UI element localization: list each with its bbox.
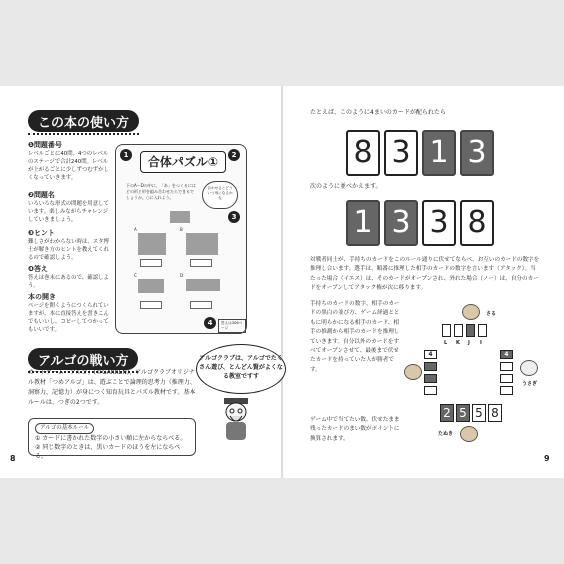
marker-2: 2 [228, 149, 240, 161]
item-problem-name [28, 190, 112, 224]
top-letter-l: L [444, 340, 448, 346]
top-card-1 [442, 324, 451, 337]
top-letter-i: I [480, 340, 482, 346]
item-text: 難しさがわからない時は、スタ博士が解き方のヒントを教えてくれるので確認しよう。 [28, 239, 109, 261]
answer-box-b [190, 259, 212, 267]
sorted-card-3: 3 [422, 200, 456, 246]
top-card-4 [478, 324, 487, 337]
shape-b [186, 233, 218, 255]
professor-illustration [214, 398, 258, 442]
rule-2: ② 同じ数字のときは、黒いカードのほうを左にならべる。 [35, 444, 181, 460]
dealt-card-1: 8 [346, 130, 380, 176]
item-heading: ❹答え [28, 265, 48, 273]
player-top-name: さる [486, 311, 497, 317]
left-card-4 [424, 386, 437, 395]
left-card-1: 4 [424, 350, 437, 359]
sorted-card-4: 8 [460, 200, 494, 246]
label-c: C [134, 273, 137, 278]
right-card-2 [500, 362, 513, 371]
player-bottom-name: たぬき [438, 431, 454, 437]
target-shape [170, 211, 190, 223]
book-spread [0, 86, 564, 478]
item-heading: ❸ヒント [28, 229, 55, 237]
gutter [281, 86, 283, 478]
dealt-card-2: 3 [384, 130, 418, 176]
bottom-card-4: 8 [488, 404, 502, 422]
item-text: 答えは巻末にあるので、確認しよう。 [28, 275, 109, 289]
algo-rule-box [28, 418, 196, 460]
section-title-algo: アルゴの戦い方 [28, 348, 138, 370]
raccoon-icon [404, 364, 422, 380]
dealt-card-3: 1 [422, 130, 456, 176]
item-heading: 本の開き [28, 293, 56, 301]
sorted-card-2: 3 [384, 200, 418, 246]
bottom-card-2: 5 [456, 404, 470, 422]
monkey-icon [462, 304, 480, 320]
top-card-3 [466, 324, 475, 337]
marker-1: 1 [120, 149, 132, 161]
speech-bubble: アルゴクラブは、アルゴでたくさん遊び、とんどん賢がよくなる教室ですす [196, 344, 286, 394]
label-b: B [180, 227, 183, 232]
sample-puzzle-page [115, 144, 247, 334]
item-answer [28, 264, 112, 290]
answer-box-a [140, 259, 162, 267]
shape-a [138, 233, 166, 255]
answer-box-c [140, 301, 162, 309]
page-number-left: 8 [10, 454, 16, 463]
puzzle-title: 合体パズル① [140, 151, 226, 173]
section-title-how-to-use: この本の使い方 [28, 110, 139, 132]
item-text: レベルごとに40問。4つのレベルのステージで合計240問。レベルが上がるごとに少しずつむずかしくなっていきます。 [28, 151, 109, 181]
item-heading: ❶問題番号 [28, 141, 62, 149]
item-book-opening [28, 292, 112, 334]
bottom-card-3: 5 [472, 404, 486, 422]
sorted-intro-text: 次のように並べかえます。 [310, 183, 382, 190]
sorted-card-1: 1 [346, 200, 380, 246]
hint-bubble: 合わせるとどういう形になるかな [202, 181, 238, 209]
item-text: いろいろな形式の問題を用意しています。楽しみながらチャレンジしていきましょう。 [28, 201, 109, 223]
rabbit-icon [520, 360, 538, 376]
label-d: D [180, 273, 184, 278]
rule-box-title: アルゴの基本ルール [35, 423, 94, 434]
page-number-right: 9 [544, 454, 550, 463]
right-card-3 [500, 374, 513, 383]
rules-paragraph: 対戦者同士が、手持ちのカードをこのルール通りに伏せてならべ、お互いのカードの数字を推理し合います。選手は、順番に推理した相手のカードの数字を言います（アタック）。当たった場合（イエス）は、そのカードがオープンされ、外れた場合（ノー）は、自分のカードをオープンしてアタック権が次に移ります。 [310, 257, 540, 292]
item-text: ページを開くようにつくられていますが、本に直接答えを書きこんでもいいし、コピーしてつかってもいいです。 [28, 303, 109, 333]
puzzle-description: 下のA〜Dの中に、「あ」をつくるにはどの形と形を組み合わせたらできるでしょうか。○に入れよう。 [126, 183, 196, 200]
left-card-2 [424, 362, 437, 371]
top-letter-j: J [468, 340, 470, 346]
tanuki-icon [460, 426, 478, 442]
shape-d [186, 279, 220, 291]
bottom-card-1: 2 [440, 404, 454, 422]
dealt-card-4: 3 [460, 130, 494, 176]
answer-box-d [190, 301, 212, 309]
top-letter-k: K [456, 340, 460, 346]
algo-intro-text: カードゲーム「アルゴ」(©GAKKEN)、アルゴクラブオリジナル教材「つめアルゴ」は、遊ぶことで論理的思考力（推理力、洞察力、記憶力）が身につく知育玩具とパズル教材です。基本ルールは、つぎの2つです。 [28, 369, 196, 406]
marker-3: 3 [228, 211, 240, 223]
intro-text: たとえば、このように4まいのカードが配られたら [310, 109, 446, 116]
right-card-1: 4 [500, 350, 513, 359]
item-problem-number [28, 140, 112, 182]
left-card-3 [424, 374, 437, 383]
label-a: A [134, 227, 137, 232]
shape-c [138, 279, 164, 293]
game-board-diagram [404, 304, 544, 444]
top-card-2 [454, 324, 463, 337]
item-heading: ❷問題名 [28, 191, 55, 199]
item-hint [28, 228, 112, 262]
right-card-4 [500, 386, 513, 395]
marker-4: 4 [204, 317, 216, 329]
strategy-paragraph: 手持ちのカードの数字、相手のカードの黒白の並び方、ゲーム経過とともに明らかになる相手のカード、相手の推測から相手のカードを推理していきます。自分以外のカードをすべてオープンさせて、最後まで伏せたカードを持っていた人が勝者です。 [310, 301, 400, 373]
player-right-name: うさぎ [522, 381, 538, 387]
answer-page-note: 答えは306ページ [218, 319, 246, 333]
rule-1: ① カードに書かれた数字の小さい順に左からならべる。 [35, 435, 187, 442]
scoring-paragraph: ゲーム中で当てたい数、伏せたまま残ったカードのまい数がポイントに換算されます。 [310, 417, 400, 442]
